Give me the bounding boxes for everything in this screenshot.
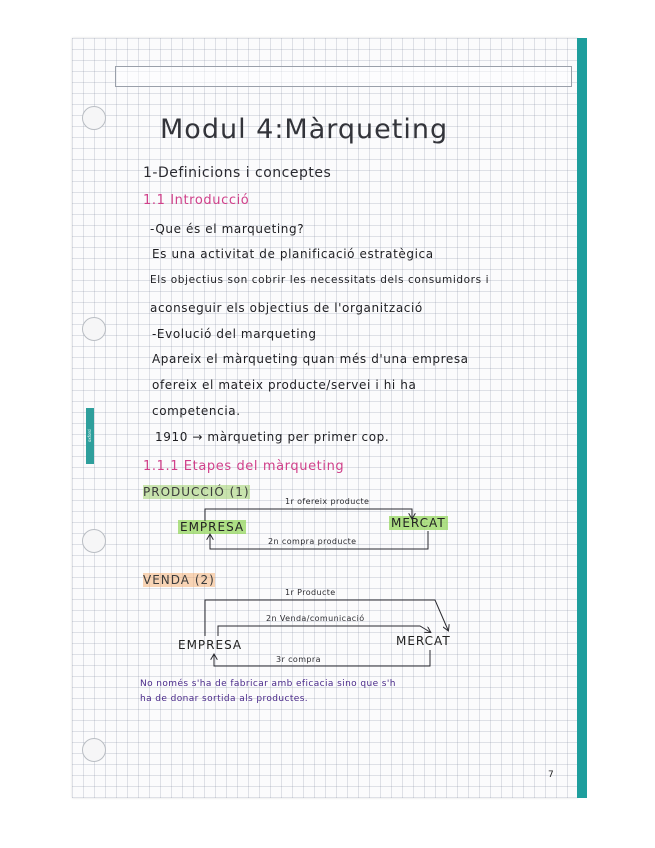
question-line: -Que és el marqueting?: [150, 222, 305, 236]
arrow-label-middle: 2n Venda/comunicació: [266, 614, 365, 623]
evolution-line: Apareix el màrqueting quan més d'una empresa: [152, 352, 469, 366]
evolution-heading: -Evolució del marqueting: [152, 327, 317, 341]
definition-line: Es una activitat de planificació estratègica: [152, 247, 434, 261]
evolution-line: ofereix el mateix producte/servei i hi ha: [152, 378, 417, 392]
stage-sales-label: VENDA (2): [143, 573, 215, 587]
arrow-purchase-sales: [214, 650, 430, 666]
node-mercat: MERCAT: [391, 516, 446, 530]
brand-tab: oxford: [86, 408, 94, 464]
arrow-label-top: 1r ofereix producte: [285, 497, 370, 506]
definition-line: aconseguir els objectius de l'organització: [150, 301, 423, 315]
node-empresa: EMPRESA: [178, 638, 243, 652]
node-empresa: EMPRESA: [180, 520, 245, 534]
arrow-purchase: [210, 531, 428, 549]
arrow-offer: [205, 509, 412, 521]
arrow-label-bottom: 3r compra: [276, 655, 321, 664]
section-heading-1-1-1: 1.1.1 Etapes del màrqueting: [143, 459, 345, 474]
page-number: 7: [548, 770, 554, 780]
evolution-line: competencia.: [152, 404, 241, 418]
arrow-label-bottom: 2n compra producte: [268, 537, 357, 546]
stage-production-label: PRODUCCIÓ (1): [143, 485, 250, 499]
section-heading-1: 1-Definicions i conceptes: [143, 165, 332, 181]
page-title: Modul 4:Màrqueting: [160, 114, 449, 145]
node-mercat: MERCAT: [396, 634, 451, 648]
section-heading-1-1: 1.1 Introducció: [143, 193, 250, 208]
note-line: No només s'ha de fabricar amb eficacia sino que s'h: [140, 679, 396, 689]
arrow-label-top: 1r Producte: [285, 588, 336, 597]
note-line: ha de donar sortida als productes.: [140, 694, 309, 704]
definition-line: Els objectius son cobrir les necessitats dels consumidors i: [150, 274, 490, 286]
arrow-product: [205, 600, 448, 636]
evolution-line: 1910 → màrqueting per primer cop.: [155, 430, 390, 444]
arrow-sales-communication: [218, 626, 430, 636]
